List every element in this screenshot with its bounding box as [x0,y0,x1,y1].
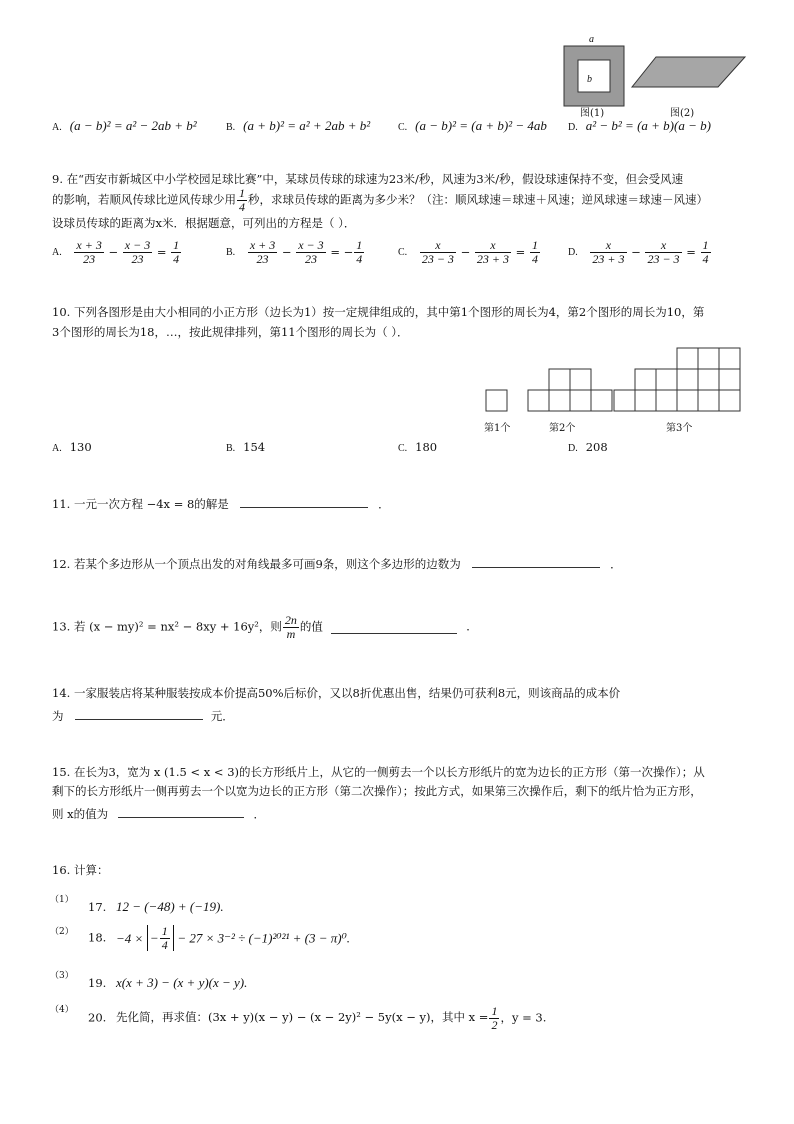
q9-option-b[interactable]: B. $\frac{x + 3}{23}$ − $\frac{x - 3}{23}$ = − $\frac{1}{4}$ [226,238,363,266]
q15-answer-blank[interactable] [118,805,244,818]
q10-fig2-label: 第2个 [549,423,576,434]
label-b: b [587,74,592,85]
q16-part3: 19. x(x + 3) − (x + y)(x − y). [88,975,248,990]
q12: 12. 若某个多边形从一个顶点出发的对角线最多可画9条，则这个多边形的边数为 ． [52,557,622,571]
q11: 11. 一元一次方程 −4x = 8的解是 ． [52,497,390,511]
q8-option-c[interactable]: C. (a − b)² = (a + b)² − 4ab [398,118,547,133]
fig2-caption: 图(2) [670,108,695,119]
q8-option-d[interactable]: D. a² − b² = (a + b)(a − b) [568,118,711,133]
q10-option-c[interactable]: C. 180 [398,440,438,454]
q16-part4-tag: （4） [50,1005,74,1015]
q9-option-c[interactable]: C. $\frac{x}{23 - 3}$ − $\frac{x}{23 + 3}$ = $\frac{1}{4}$ [398,238,538,266]
q16-part2: 18. −4 × − $\frac{1}{4}$ − 27 × 3⁻² ÷ (−1)²⁰²¹ + (3 − π)⁰. [88,924,351,952]
q15-line1: 15. 在长为3，宽为 x (1.5 < x < 3)的长方形纸片上，从它的一侧剪去一个以长方形纸片的宽为边长的正方形（第一次操作）；从 [52,765,705,779]
figure-2-parallelogram [630,54,748,90]
q10-option-b[interactable]: B. 154 [226,440,266,454]
q16-title: 16. 计算： [52,863,109,877]
q10-line2: 3个图形的周长为18，…，按此规律排列，第11个图形的周长为（ ）． [52,325,409,339]
q16-part3-tag: （3） [50,971,74,981]
q10-square-patterns [484,346,746,414]
q13-answer-blank[interactable] [331,621,457,634]
q15-line3: 则 x的值为 ． [52,807,265,821]
q10-fig1-label: 第1个 [484,423,511,434]
q9-option-d[interactable]: D. $\frac{x}{23 + 3}$ − $\frac{x}{23 - 3}$ = $\frac{1}{4}$ [568,238,709,266]
q14-answer-blank[interactable] [75,707,203,720]
q13: 13. 若 (x − my)² = nx² − 8xy + 16y²，则 $\frac{2n}{m}$ 的值 ． [52,613,478,641]
q10-fig3-label: 第3个 [666,423,693,434]
q16-part1-tag: （1） [50,895,74,905]
q10-line1: 10. 下列各图形是由大小相同的小正方形（边长为1）按一定规律组成的，其中第1个图形的周长为4，第2个图形的周长为10，第 [52,305,705,319]
q12-answer-blank[interactable] [472,555,600,568]
q14-line2: 为 元． [52,709,234,723]
q11-answer-blank[interactable] [240,495,368,508]
q9-line3: 设球员传球的距离为x米．根据题意，可列出的方程是（ ）． [52,216,356,230]
q8-option-b[interactable]: B. (a + b)² = a² + 2ab + b² [226,118,371,133]
q10-option-d[interactable]: D. 208 [568,440,608,454]
q9-line1: 9. 在“西安市新城区中小学校园足球比赛”中，某球员传球的球速为23米/秒，风速为3米/秒，假设球速保持不变，但会受风速 [52,172,684,186]
q15-line2: 剩下的长方形纸片一侧再剪去一个以宽为边长的正方形（第二次操作）；按此方式，如果第三次操作后，剩下的纸片恰为正方形， [52,784,702,798]
q16-part4: 20. 先化简，再求值：(3x + y)(x − y) − (x − 2y)² − 5y(x − y)，其中 x = $\frac{1}{2}$ ，y = 3. [88,1004,547,1032]
fig1-caption: 图(1) [580,108,605,119]
q16-part2-tag: （2） [50,927,74,937]
q9-option-a[interactable]: A. $\frac{x + 3}{23}$ − $\frac{x - 3}{23}$ = $\frac{1}{4}$ [52,238,180,266]
q14-line1: 14. 一家服装店将某种服装按成本价提高50%后标价，又以8折优惠出售，结果仍可获利8元，则该商品的成本价 [52,686,621,700]
q10-option-a[interactable]: A. 130 [52,440,92,454]
q8-option-a[interactable]: A. (a − b)² = a² − 2ab + b² [52,118,197,133]
q16-part1: 17. 12 − (−48) + (−19). [88,899,224,914]
q9-line2: 的影响，若顺风传球比逆风传球少用 $\frac{1}{4}$ 秒，求球员传球的距离为多少米？（注：顺风球速＝球速＋风速；逆风球速＝球速－风速） [52,186,708,214]
label-a: a [589,34,594,45]
figure-1-square-frame [560,36,632,108]
